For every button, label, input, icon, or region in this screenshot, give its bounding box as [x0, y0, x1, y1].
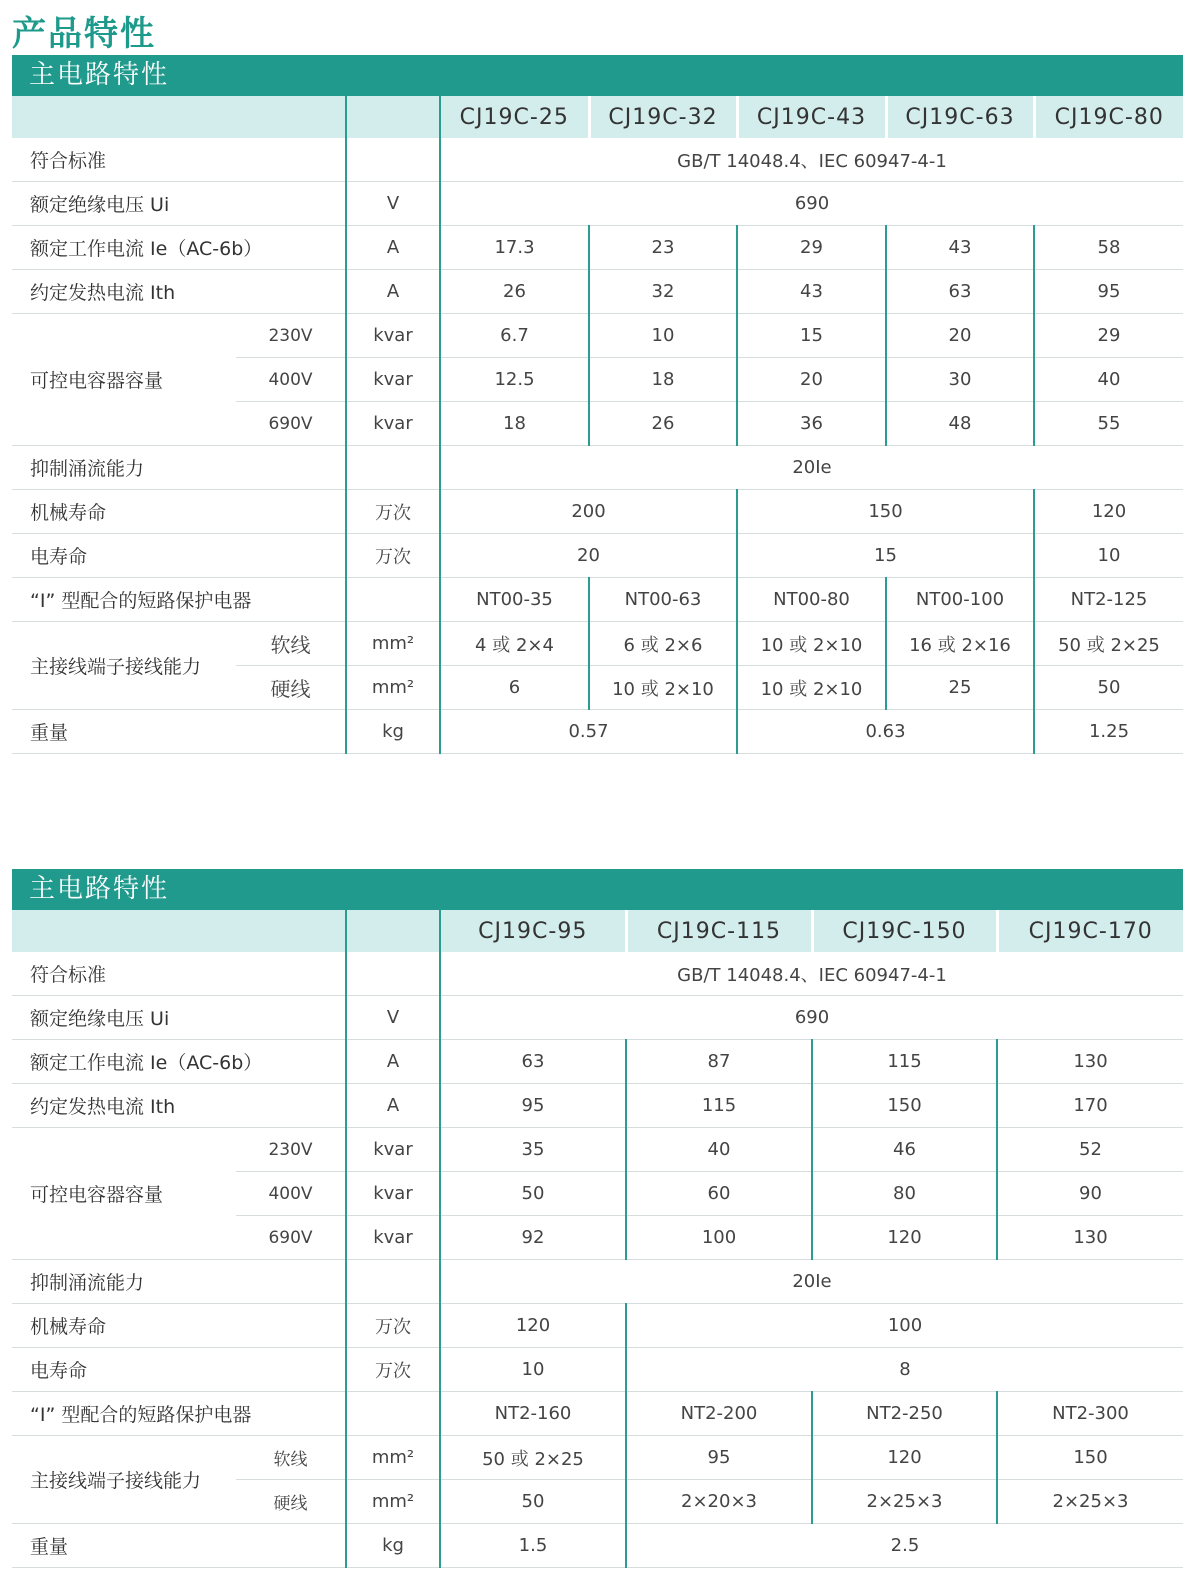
- header-blank: [12, 96, 346, 138]
- value-cell: 170: [997, 1084, 1183, 1128]
- value-cell: 130: [997, 1040, 1183, 1084]
- param-label: 抑制涌流能力: [12, 446, 346, 490]
- value-cell: 1.5: [440, 1524, 626, 1568]
- value-cell: 115: [626, 1084, 812, 1128]
- param-label: 主接线端子接线能力: [12, 1436, 236, 1524]
- value-cell: 15: [737, 534, 1034, 578]
- value-cell: 6: [440, 666, 589, 710]
- unit-cell: 万次: [346, 1348, 440, 1392]
- param-label: 额定绝缘电压 Ui: [12, 996, 346, 1040]
- header-unit-blank: [346, 910, 440, 952]
- unit-cell: [346, 952, 440, 996]
- value-cell: 43: [886, 226, 1034, 270]
- value-cell: 150: [737, 490, 1034, 534]
- param-label: 机械寿命: [12, 1304, 346, 1348]
- spec-table-2: [12, 910, 1183, 1568]
- unit-cell: kvar: [346, 358, 440, 402]
- table-row: [12, 952, 1183, 996]
- param-label: 重量: [12, 1524, 346, 1568]
- value-cell: NT2-200: [626, 1392, 812, 1436]
- value-cell: 150: [997, 1436, 1183, 1480]
- unit-cell: kvar: [346, 1172, 440, 1216]
- value-cell: NT2-125: [1034, 578, 1183, 622]
- param-label: 电寿命: [12, 534, 346, 578]
- unit-cell: A: [346, 226, 440, 270]
- header-unit-blank: [346, 96, 440, 138]
- table-row: [12, 1128, 1183, 1172]
- unit-cell: [346, 1392, 440, 1436]
- table-row: [12, 314, 1183, 358]
- value-cell: NT2-160: [440, 1392, 626, 1436]
- value-cell: GB/T 14048.4、IEC 60947-4-1: [440, 138, 1183, 182]
- table-row: [12, 1304, 1183, 1348]
- param-label: 电寿命: [12, 1348, 346, 1392]
- value-cell: 23: [589, 226, 737, 270]
- param-label: 额定工作电流 Ie（AC-6b）: [12, 1040, 346, 1084]
- table-row: [12, 270, 1183, 314]
- table-row: [12, 1524, 1183, 1568]
- spec-section-1: [12, 55, 1183, 754]
- unit-cell: mm²: [346, 1436, 440, 1480]
- value-cell: 200: [440, 490, 737, 534]
- value-cell: 36: [737, 402, 886, 446]
- value-cell: 15: [737, 314, 886, 358]
- section-title: 主电路特性: [12, 869, 1183, 910]
- wire-type-label: 硬线: [236, 1480, 346, 1524]
- value-cell: 2×20×3: [626, 1480, 812, 1524]
- table-row: [12, 1348, 1183, 1392]
- unit-cell: kvar: [346, 314, 440, 358]
- value-cell: 30: [886, 358, 1034, 402]
- value-cell: 2.5: [626, 1524, 1183, 1568]
- param-label: 主接线端子接线能力: [12, 622, 236, 710]
- value-cell: 10 或 2×10: [737, 666, 886, 710]
- unit-cell: A: [346, 1084, 440, 1128]
- value-cell: 690: [440, 182, 1183, 226]
- value-cell: 17.3: [440, 226, 589, 270]
- voltage-label: 690V: [236, 1216, 346, 1260]
- value-cell: 50: [440, 1480, 626, 1524]
- value-cell: 10: [440, 1348, 626, 1392]
- header-blank: [12, 910, 346, 952]
- value-cell: 58: [1034, 226, 1183, 270]
- value-cell: 35: [440, 1128, 626, 1172]
- voltage-label: 400V: [236, 1172, 346, 1216]
- value-cell: 95: [440, 1084, 626, 1128]
- param-label: 可控电容器容量: [12, 314, 236, 446]
- value-cell: 2×25×3: [812, 1480, 997, 1524]
- value-cell: 0.57: [440, 710, 737, 754]
- value-cell: 40: [626, 1128, 812, 1172]
- value-cell: 20: [440, 534, 737, 578]
- value-cell: 690: [440, 996, 1183, 1040]
- wire-type-label: 软线: [236, 1436, 346, 1480]
- spec-section-2: [12, 869, 1183, 1568]
- value-cell: 46: [812, 1128, 997, 1172]
- param-label: 重量: [12, 710, 346, 754]
- voltage-label: 690V: [236, 402, 346, 446]
- value-cell: 40: [1034, 358, 1183, 402]
- value-cell: 90: [997, 1172, 1183, 1216]
- value-cell: 120: [812, 1216, 997, 1260]
- unit-cell: kvar: [346, 1216, 440, 1260]
- param-label: “I” 型配合的短路保护电器: [12, 578, 346, 622]
- model-header: CJ19C-95: [440, 910, 626, 952]
- value-cell: 55: [1034, 402, 1183, 446]
- table-row: [12, 138, 1183, 182]
- value-cell: 87: [626, 1040, 812, 1084]
- value-cell: 20Ie: [440, 446, 1183, 490]
- unit-cell: kvar: [346, 1128, 440, 1172]
- value-cell: 12.5: [440, 358, 589, 402]
- model-header: CJ19C-32: [589, 96, 737, 138]
- value-cell: 18: [589, 358, 737, 402]
- table-row: [12, 996, 1183, 1040]
- unit-cell: kg: [346, 710, 440, 754]
- value-cell: 10 或 2×10: [737, 622, 886, 666]
- value-cell: 60: [626, 1172, 812, 1216]
- unit-cell: mm²: [346, 622, 440, 666]
- model-header: CJ19C-63: [886, 96, 1034, 138]
- wire-type-label: 软线: [236, 622, 346, 666]
- value-cell: NT2-250: [812, 1392, 997, 1436]
- value-cell: NT00-80: [737, 578, 886, 622]
- table-row: [12, 1436, 1183, 1480]
- model-header: CJ19C-25: [440, 96, 589, 138]
- value-cell: 4 或 2×4: [440, 622, 589, 666]
- unit-cell: 万次: [346, 490, 440, 534]
- param-label: 机械寿命: [12, 490, 346, 534]
- unit-cell: V: [346, 182, 440, 226]
- value-cell: 100: [626, 1216, 812, 1260]
- value-cell: 115: [812, 1040, 997, 1084]
- param-label: 抑制涌流能力: [12, 1260, 346, 1304]
- value-cell: 63: [886, 270, 1034, 314]
- unit-cell: mm²: [346, 666, 440, 710]
- table-row: [12, 1260, 1183, 1304]
- value-cell: 120: [812, 1436, 997, 1480]
- spec-table-1: [12, 96, 1183, 754]
- value-cell: 100: [626, 1304, 1183, 1348]
- unit-cell: [346, 138, 440, 182]
- param-label: 符合标准: [12, 138, 346, 182]
- value-cell: 1.25: [1034, 710, 1183, 754]
- value-cell: NT00-35: [440, 578, 589, 622]
- value-cell: 50 或 2×25: [1034, 622, 1183, 666]
- voltage-label: 400V: [236, 358, 346, 402]
- value-cell: 63: [440, 1040, 626, 1084]
- value-cell: 20: [737, 358, 886, 402]
- param-label: 额定绝缘电压 Ui: [12, 182, 346, 226]
- model-header: CJ19C-170: [997, 910, 1183, 952]
- table-row: [12, 1040, 1183, 1084]
- value-cell: NT00-100: [886, 578, 1034, 622]
- value-cell: 20: [886, 314, 1034, 358]
- value-cell: 52: [997, 1128, 1183, 1172]
- value-cell: 32: [589, 270, 737, 314]
- unit-cell: mm²: [346, 1480, 440, 1524]
- value-cell: GB/T 14048.4、IEC 60947-4-1: [440, 952, 1183, 996]
- value-cell: 95: [1034, 270, 1183, 314]
- value-cell: 26: [589, 402, 737, 446]
- param-label: 约定发热电流 Ith: [12, 270, 346, 314]
- value-cell: 8: [626, 1348, 1183, 1392]
- value-cell: 130: [997, 1216, 1183, 1260]
- table-row: [12, 1392, 1183, 1436]
- value-cell: 50: [1034, 666, 1183, 710]
- table-row: [12, 226, 1183, 270]
- value-cell: 10 或 2×10: [589, 666, 737, 710]
- param-label: 符合标准: [12, 952, 346, 996]
- model-header: CJ19C-80: [1034, 96, 1183, 138]
- model-header-row: [12, 910, 1183, 952]
- table-row: [12, 622, 1183, 666]
- value-cell: 92: [440, 1216, 626, 1260]
- table-row: [12, 534, 1183, 578]
- model-header: CJ19C-115: [626, 910, 812, 952]
- value-cell: 6 或 2×6: [589, 622, 737, 666]
- param-label: 约定发热电流 Ith: [12, 1084, 346, 1128]
- section-title: 主电路特性: [12, 55, 1183, 96]
- unit-cell: [346, 1260, 440, 1304]
- unit-cell: V: [346, 996, 440, 1040]
- table-row: [12, 182, 1183, 226]
- value-cell: 150: [812, 1084, 997, 1128]
- unit-cell: 万次: [346, 534, 440, 578]
- table-row: [12, 490, 1183, 534]
- value-cell: 50 或 2×25: [440, 1436, 626, 1480]
- value-cell: 29: [737, 226, 886, 270]
- value-cell: 29: [1034, 314, 1183, 358]
- unit-cell: [346, 446, 440, 490]
- value-cell: 6.7: [440, 314, 589, 358]
- unit-cell: kvar: [346, 402, 440, 446]
- page-title: 产品特性: [12, 14, 156, 54]
- model-header: CJ19C-150: [812, 910, 997, 952]
- value-cell: 20Ie: [440, 1260, 1183, 1304]
- value-cell: 43: [737, 270, 886, 314]
- value-cell: 2×25×3: [997, 1480, 1183, 1524]
- unit-cell: A: [346, 1040, 440, 1084]
- value-cell: NT2-300: [997, 1392, 1183, 1436]
- value-cell: 0.63: [737, 710, 1034, 754]
- value-cell: 48: [886, 402, 1034, 446]
- value-cell: 18: [440, 402, 589, 446]
- value-cell: 10: [1034, 534, 1183, 578]
- model-header: CJ19C-43: [737, 96, 886, 138]
- model-header-row: [12, 96, 1183, 138]
- value-cell: 120: [1034, 490, 1183, 534]
- voltage-label: 230V: [236, 314, 346, 358]
- value-cell: 10: [589, 314, 737, 358]
- unit-cell: 万次: [346, 1304, 440, 1348]
- unit-cell: [346, 578, 440, 622]
- value-cell: NT00-63: [589, 578, 737, 622]
- unit-cell: A: [346, 270, 440, 314]
- unit-cell: kg: [346, 1524, 440, 1568]
- table-row: [12, 446, 1183, 490]
- wire-type-label: 硬线: [236, 666, 346, 710]
- value-cell: 120: [440, 1304, 626, 1348]
- table-row: [12, 1084, 1183, 1128]
- value-cell: 16 或 2×16: [886, 622, 1034, 666]
- value-cell: 25: [886, 666, 1034, 710]
- param-label: “I” 型配合的短路保护电器: [12, 1392, 346, 1436]
- table-row: [12, 710, 1183, 754]
- value-cell: 26: [440, 270, 589, 314]
- value-cell: 50: [440, 1172, 626, 1216]
- value-cell: 95: [626, 1436, 812, 1480]
- param-label: 额定工作电流 Ie（AC-6b）: [12, 226, 346, 270]
- value-cell: 80: [812, 1172, 997, 1216]
- voltage-label: 230V: [236, 1128, 346, 1172]
- param-label: 可控电容器容量: [12, 1128, 236, 1260]
- table-row: [12, 578, 1183, 622]
